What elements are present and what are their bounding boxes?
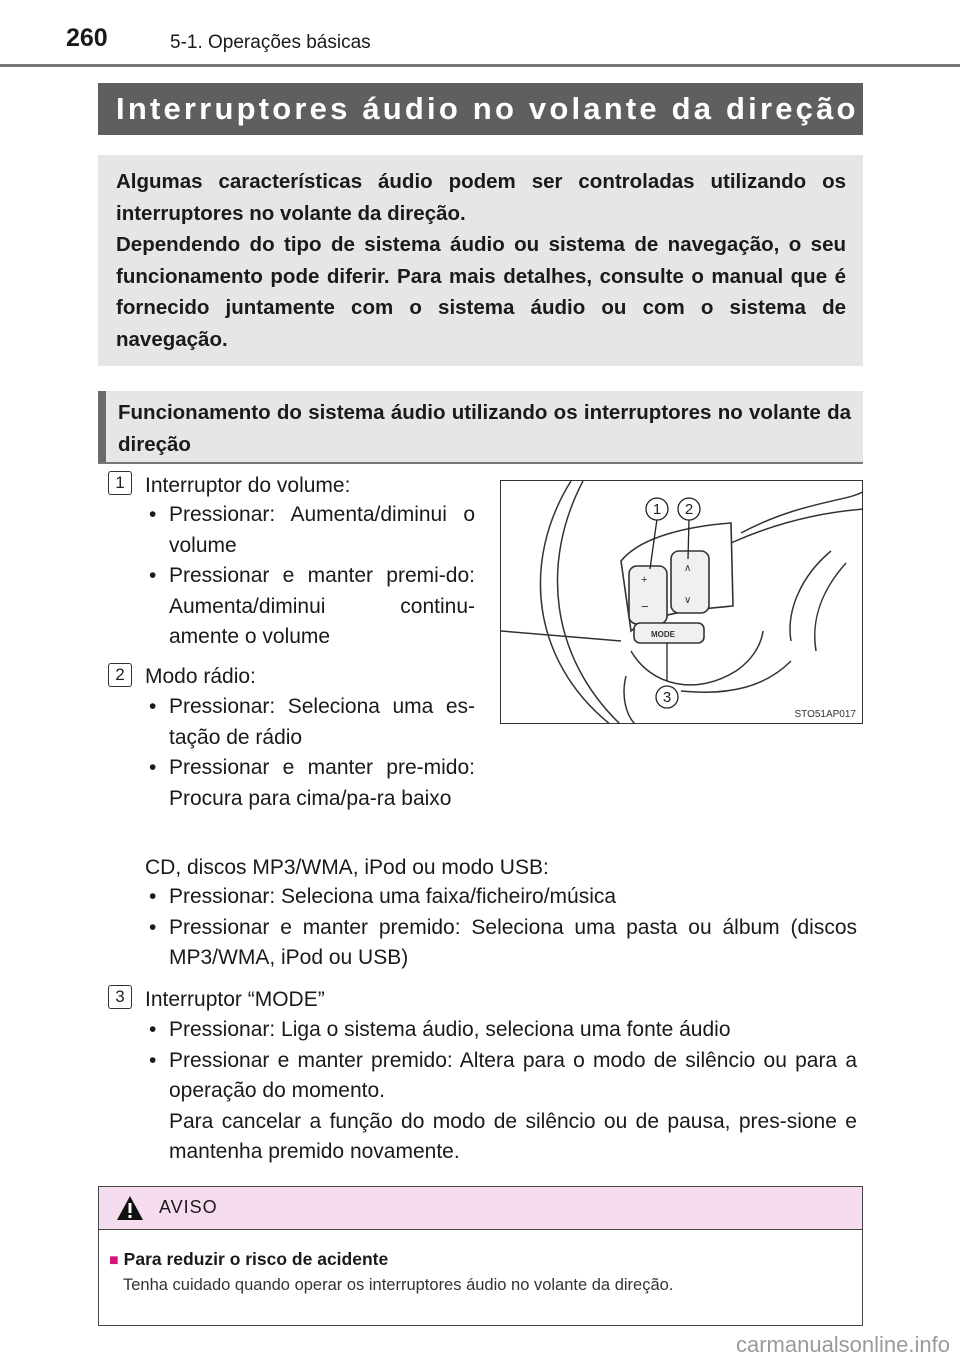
item-1-title: Interruptor do volume: <box>145 474 351 497</box>
item-1-bullet-1: • Pressionar: Aumenta/diminui o volume <box>145 500 475 561</box>
warning-subheading-text: Para reduzir o risco de acidente <box>123 1249 389 1269</box>
steering-wheel-drawing <box>501 481 863 724</box>
item-2-bullet-1: • Pressionar: Seleciona uma es-tação de rádio <box>145 692 475 753</box>
subsection-rule <box>98 462 863 464</box>
item-1-bullets <box>145 500 475 653</box>
svg-text:+: + <box>641 574 648 586</box>
page-number: 260 <box>66 24 108 52</box>
svg-text:∧: ∧ <box>684 563 692 574</box>
subsection-heading: Funcionamento do sistema áudio utilizando os interruptores no volante da direção <box>98 391 863 463</box>
item-2-sub-bullet-2: • Pressionar e manter premido: Seleciona uma pasta ou álbum (discos MP3/WMA, iPod ou USB) <box>145 913 857 974</box>
item-2-bullets <box>145 692 475 814</box>
warning-box <box>98 1186 863 1326</box>
intro-box <box>98 155 863 366</box>
item-2-sub-bullets <box>145 882 857 974</box>
intro-text-1: Algumas características áudio podem ser controladas utilizando os interruptores no volante da direção. <box>116 170 846 225</box>
square-bullet-icon: ■ <box>109 1252 119 1269</box>
item-3-bullet-1: • Pressionar: Liga o sistema áudio, seleciona uma fonte áudio <box>145 1015 857 1046</box>
warning-subheading <box>109 1249 388 1270</box>
header-rule <box>0 64 960 67</box>
callout-2: 2 <box>684 501 694 518</box>
item-3-title: Interruptor “MODE” <box>145 988 325 1011</box>
item-3-bullets <box>145 1015 857 1168</box>
watermark: carmanualsonline.info <box>735 1332 950 1357</box>
warning-header <box>99 1187 862 1230</box>
item-3-note: Para cancelar a função do modo de silêncio ou de pausa, pres-sione e mantenha premido novamente. <box>169 1109 857 1163</box>
mode-button-label: MODE <box>651 630 675 639</box>
steering-switch-illustration <box>500 480 863 724</box>
item-2-subtitle: CD, discos MP3/WMA, iPod ou modo USB: <box>145 856 549 879</box>
warning-triangle-icon <box>116 1195 144 1226</box>
running-head: 5-1. Operações básicas <box>170 32 371 53</box>
item-3-bullet-2: • Pressionar e manter premido: Altera para o modo de silêncio ou para a operação do momento. <box>145 1046 857 1107</box>
warning-text: Tenha cuidado quando operar os interruptores áudio no volante da direção. <box>123 1276 674 1294</box>
callout-3: 3 <box>662 689 672 706</box>
item-2-badge: 2 <box>108 663 132 687</box>
item-2-title: Modo rádio: <box>145 665 256 688</box>
callout-1: 1 <box>652 501 662 518</box>
intro-text-2: Dependendo do tipo de sistema áudio ou sistema de navegação, o seu funcionamento pode diferir. Para mais detalhes, consulte o manual que é fornecido juntamente com o sistema áudio ou com o sistema de navegação. <box>116 233 846 351</box>
item-2-sub-bullet-1: • Pressionar: Seleciona uma faixa/ficheiro/música <box>145 882 857 913</box>
warning-label: AVISO <box>159 1197 218 1217</box>
svg-text:−: − <box>641 599 649 614</box>
item-1-badge: 1 <box>108 471 132 495</box>
svg-text:∨: ∨ <box>684 595 692 606</box>
illustration-code: STO51AP017 <box>794 709 856 720</box>
item-1-bullet-2: • Pressionar e manter premi-do: Aumenta/diminui continu-amente o volume <box>145 561 475 653</box>
item-2-bullet-2: • Pressionar e manter pre-mido: Procura para cima/pa-ra baixo <box>145 753 475 814</box>
section-title: Interruptores áudio no volante da direção <box>98 83 863 135</box>
item-3-badge: 3 <box>108 985 132 1009</box>
